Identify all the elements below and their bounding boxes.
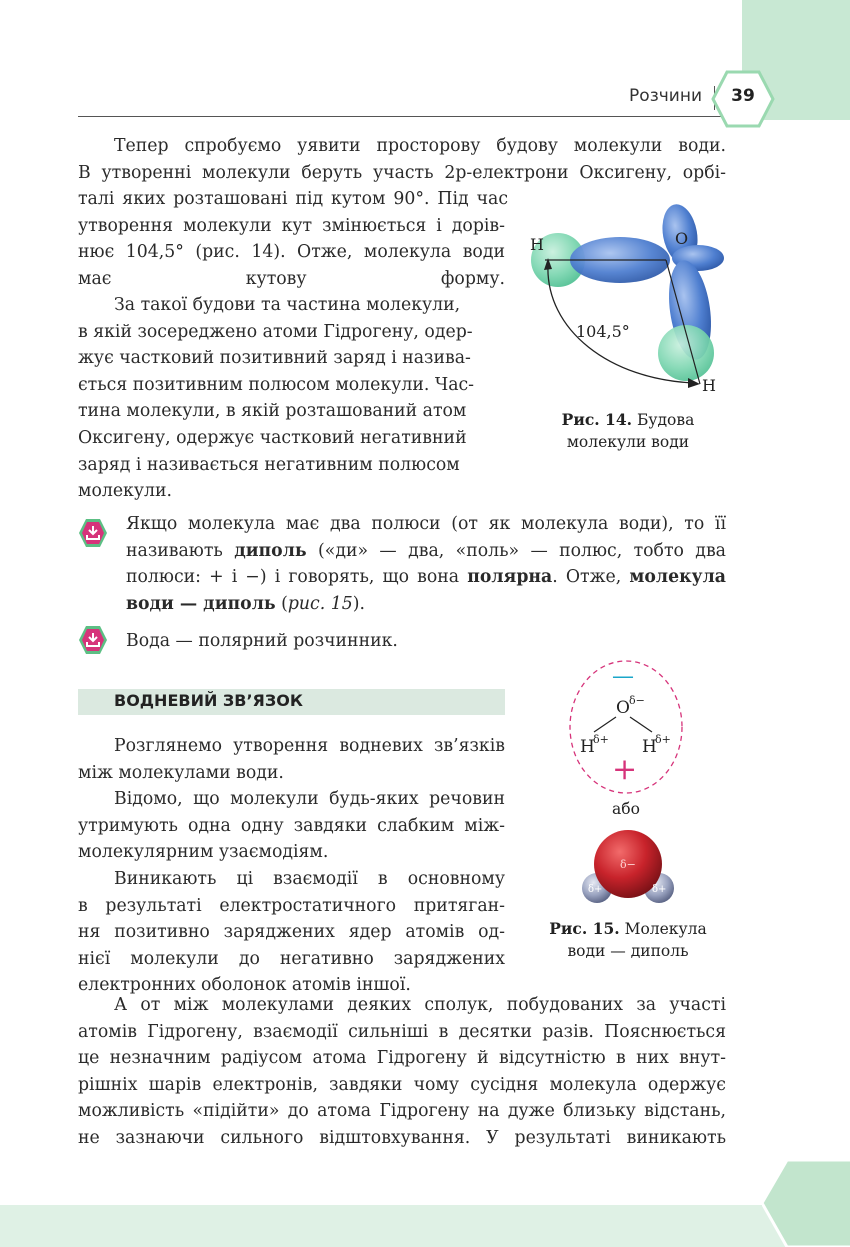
bond-line-right — [630, 717, 652, 732]
oxygen-symbol: O — [616, 698, 630, 718]
text-line: ється позитивним полюсом молекули. Час- — [78, 374, 475, 395]
text-line: між молекулами води. — [78, 762, 284, 783]
negative-pole-sign: — — [612, 664, 634, 689]
electrostatic-paragraph — [78, 866, 505, 999]
text-line: талі яких розташовані під кутом 90°. Під час — [78, 189, 508, 210]
angle-label: 104,5° — [576, 322, 630, 341]
text-line: нієї молекули до негативно заряджених — [78, 948, 505, 969]
positive-pole-sign: + — [612, 752, 638, 787]
text-line: це незначним радіусом атома Гідрогену й відсутністю в них внут- — [78, 1048, 726, 1069]
text-line: В утворенні молекули беруть участь 2p-електрони Оксигену, орбі- — [78, 162, 726, 183]
intermolecular-paragraph — [78, 786, 505, 866]
hydrogen-symbol-right: H — [642, 737, 657, 757]
figure-14-caption — [530, 409, 726, 453]
text-line: За такої будови та частина молекули, — [114, 295, 461, 315]
figure-15-ball-model — [578, 826, 678, 910]
caption-number: Рис. 15. — [549, 919, 620, 938]
or-label: або — [612, 800, 640, 818]
text-line: має кутову форму. — [78, 268, 505, 289]
text-line: Тепер спробуємо уявити просторову будову молекули води. — [114, 136, 726, 156]
oxygen-ball-charge: δ− — [620, 858, 636, 871]
section-heading — [78, 689, 505, 715]
caption-number: Рис. 14. — [561, 410, 633, 429]
hydrogen-ball-charge-left: δ+ — [588, 884, 603, 895]
text-line: не зазнаючи сильного відштовхування. У результаті виникають — [78, 1127, 726, 1148]
text-line: можливість «підійти» до атома Гідрогену на дуже близьку відстань, — [78, 1101, 726, 1122]
text-line: рішніх шарів електронів, завдяки чому сусідня молекула одержує — [78, 1074, 726, 1095]
text-line: утримують одна одну завдяки слабким між- — [78, 815, 505, 836]
text-line: води — диполь (рис. 15). — [126, 593, 365, 614]
bond-line-left — [594, 717, 616, 732]
poles-paragraph — [78, 292, 474, 505]
text-line: Відомо, що молекули будь-яких речовин — [114, 789, 505, 809]
text-line: заряд і називається негативним полюсом — [78, 454, 460, 475]
label-h-bottom: H — [702, 376, 716, 395]
figure-15-caption — [536, 918, 720, 962]
text-line: Виникають ці взаємодії в основному — [114, 869, 505, 889]
text-line: А от між молекулами деяких сполук, побудованих за участі — [114, 995, 726, 1015]
label-h-left: H — [530, 235, 544, 254]
remember-note-icon — [78, 518, 108, 548]
caption-text: Молекула — [624, 920, 707, 938]
section-title: ВОДНЕВИЙ ЗВ’ЯЗОК — [114, 691, 303, 710]
text-line: в якій зосереджено атоми Гідрогену, одер- — [78, 321, 473, 342]
text-line: полюси: + і −) і говорять, що вона полярна. Отже, молекула — [126, 567, 727, 588]
label-o: O — [675, 229, 689, 248]
text-line: ня позитивно заряджених ядер атомів од- — [78, 922, 505, 943]
figure-15-dipole-diagram — [560, 655, 690, 795]
hydrogen-charge-left: δ+ — [593, 733, 609, 746]
caption-text: молекули води — [566, 433, 690, 451]
header-rule — [78, 116, 726, 117]
figure-14-water-orbitals — [520, 200, 730, 400]
corner-hexagon-tab — [762, 1160, 850, 1247]
strong-interaction-paragraph — [78, 992, 726, 1152]
text-line: нює 104,5° (рис. 14). Отже, молекула води — [78, 242, 505, 263]
page-number: 39 — [731, 86, 755, 106]
text-line: тина молекули, в якій розташований атом — [78, 401, 467, 422]
text-line: молекули. — [78, 481, 173, 502]
dipole-note — [126, 511, 726, 617]
term-dipole: диполь — [234, 540, 307, 561]
text-line: електронних оболонок атомів іншої. — [78, 975, 411, 996]
remember-note-icon — [78, 625, 108, 655]
text-line: жує частковий позитивний заряд і назива- — [78, 348, 471, 369]
text-line: атомів Гідрогену, взаємодії сильніші в десятки разів. Пояснюється — [78, 1021, 726, 1042]
hydrogen-ball-charge-right: δ+ — [652, 884, 667, 895]
term-polar: полярна — [467, 567, 553, 588]
text-line: Розглянемо утворення водневих зв’язків — [114, 736, 505, 756]
text-line: утворення молекули кут змінюється і дорів- — [78, 215, 505, 236]
caption-text: Будова — [636, 411, 695, 429]
text-line: в результаті електростатичного притяган- — [78, 895, 505, 916]
hydrogen-symbol-left: H — [580, 737, 595, 757]
hydrogen-charge-right: δ+ — [655, 733, 671, 746]
polar-solvent-note: Вода — полярний розчинник. — [126, 631, 398, 651]
running-header-title: Розчини — [629, 86, 702, 106]
text-line: Оксигену, одержує частковий негативний — [78, 427, 467, 448]
text-line: називають диполь («ди» — два, «поль» — полюс, тобто два — [126, 540, 726, 561]
oxygen-charge: δ− — [629, 694, 645, 707]
hydrogen-bond-intro — [78, 733, 505, 786]
bottom-color-band — [0, 1205, 850, 1247]
text-line: молекулярним узаємодіям. — [78, 842, 329, 863]
text-line: Якщо молекула має два полюси (от як молекула води), то її — [126, 514, 726, 534]
caption-text: води — диполь — [567, 942, 689, 960]
